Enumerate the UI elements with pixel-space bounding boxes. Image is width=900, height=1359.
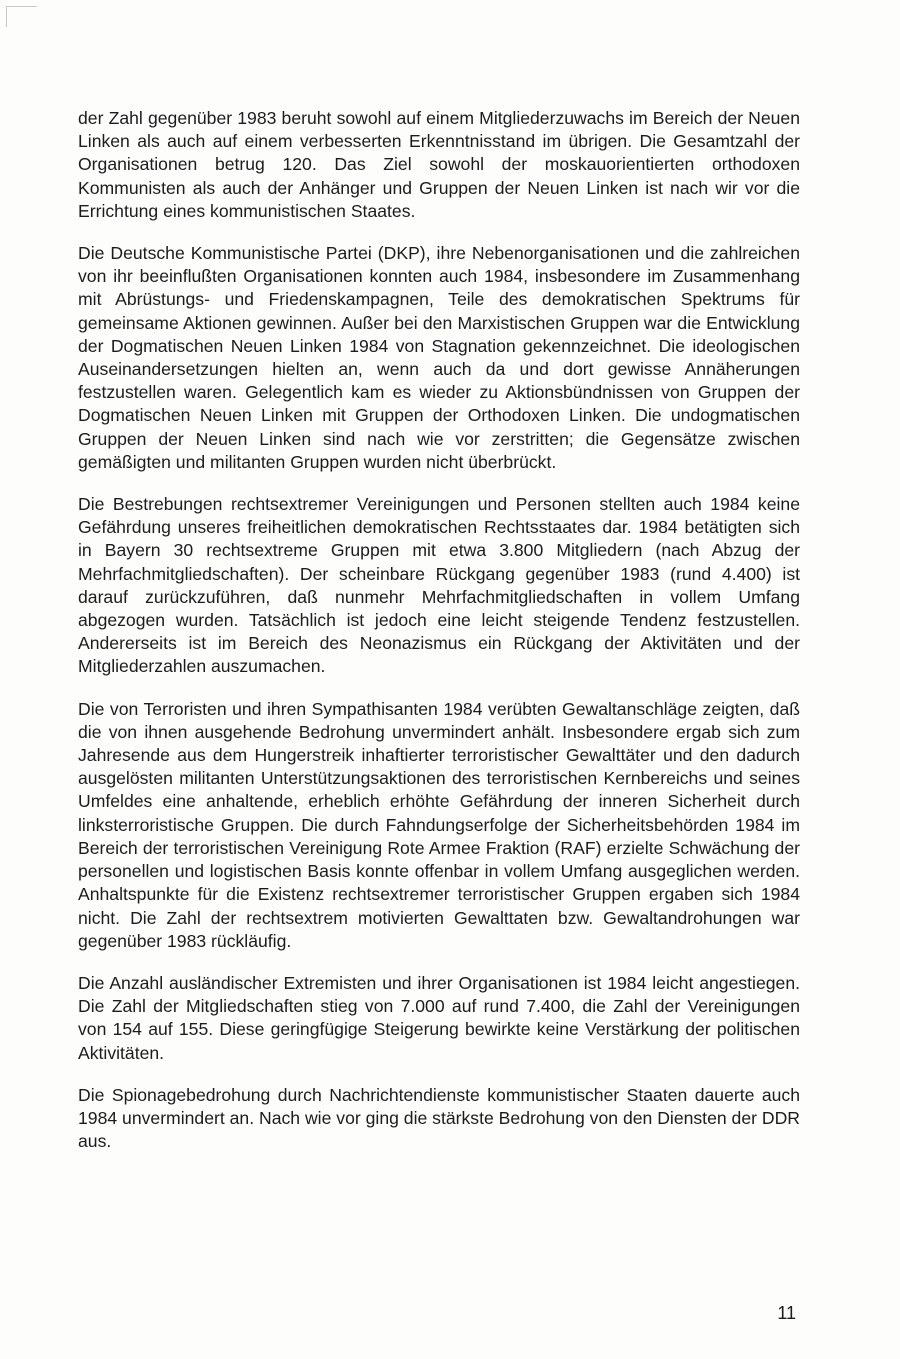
body-text: [78, 107, 800, 1172]
paragraph-foreign-extremists: Die Anzahl ausländischer Extremisten und ihrer Organisationen ist 1984 leicht angestiegen. Die Zahl der Mitgliedschaften stieg von 7.000 auf rund 7.400, die Zahl der Vereinigungen von 154 auf 155. Diese geringfügige Steigerung bewirkte keine Verstärkung der politischen Aktivitäten.: [78, 972, 800, 1063]
paragraph-dkp: Die Deutsche Kommunistische Partei (DKP), ihre Nebenorganisationen und die zahlreichen von ihr beeinflußten Organisationen konnten auch 1984, insbesondere im Zusammenhang mit Abrüstungs- und Friedenskampagnen, Teile des demokratischen Spektrums für gemeinsame Aktionen gewinnen. Außer bei den Marxistischen Gruppen war die Entwicklung der Dogmatischen Neuen Linken 1984 von Stagnation gekennzeichnet. Die ideologischen Auseinandersetzungen hielten an, wenn auch da und dort gewisse Annäherungen festzustellen waren. Gelegentlich kam es wieder zu Aktionsbündnissen von Gruppen der Dogmatischen Neuen Linken mit Gruppen der Orthodoxen Linken. Die undogmatischen Gruppen der Neuen Linken sind nach wie vor zerstritten; die Gegensätze zwischen gemäßigten und militanten Gruppen wurden nicht überbrückt.: [78, 243, 800, 472]
paragraph-membership-summary: der Zahl gegenüber 1983 beruht sowohl auf einem Mitgliederzuwachs im Bereich der Neuen Linken als auch auf einem verbesserten Erkenntnisstand im übrigen. Die Gesamtzahl der Organisationen betrug 120. Das Ziel sowohl der moskauorientierten orthodoxen Kommunisten als auch der Anhänger und Gruppen der Neuen Linken ist nach wir vor die Errichtung eines kommunistischen Staates.: [78, 108, 800, 221]
scan-corner-mark: [6, 6, 37, 27]
paragraph-espionage: Die Spionagebedrohung durch Nachrichtendienste kommunistischer Staaten dauerte auch 1984 unvermindert an. Nach wie vor ging die stärkste Bedrohung von den Diensten der DDR aus.: [78, 1084, 800, 1152]
paragraph-terrorism: Die von Terroristen und ihren Sympathisanten 1984 verübten Gewaltanschläge zeigten, daß die von ihnen ausgehende Bedrohung unvermindert anhält. Insbesondere ergab sich zum Jahresende aus dem Hungerstreik inhaftierter terroristischer Gewalttäter und den dadurch ausgelösten militanten Unterstützungsaktionen des terroristischen Kernbereichs und seines Umfeldes eine anhaltende, erheblich erhöhte Gefährdung der inneren Sicherheit durch linksterroristische Gruppen. Die durch Fahndungserfolge der Sicherheitsbehörden 1984 im Bereich der terroristischen Vereinigung Rote Armee Fraktion (RAF) erzielte Schwächung der personellen und logistischen Basis konnte offenbar in vollem Umfang ausgeglichen werden. Anhaltspunkte für die Existenz rechtsextremer terroristischer Gruppen ergaben sich 1984 nicht. Die Zahl der rechtsextrem motivierten Gewalttaten bzw. Gewaltandrohungen war gegenüber 1983 rückläufig.: [78, 698, 800, 951]
page-number: 11: [777, 1303, 796, 1323]
paragraph-right-extremism: Die Bestrebungen rechtsextremer Vereinigungen und Personen stellten auch 1984 keine Gefährdung unseres freiheitlichen demokratischen Rechtsstaates dar. 1984 betätigten sich in Bayern 30 rechtsextreme Gruppen mit etwa 3.800 Mitgliedern (nach Abzug der Mehrfachmitgliedschaften). Der scheinbare Rückgang gegenüber 1983 (rund 4.400) ist darauf zurückzuführen, daß nunmehr Mehrfachmitgliedschaften in vollem Umfang abgezogen wurden. Tatsächlich ist jedoch eine leicht steigende Tendenz festzustellen. Andererseits ist im Bereich des Neonazismus ein Rückgang der Aktivitäten und der Mitgliederzahlen auszumachen.: [78, 494, 800, 677]
